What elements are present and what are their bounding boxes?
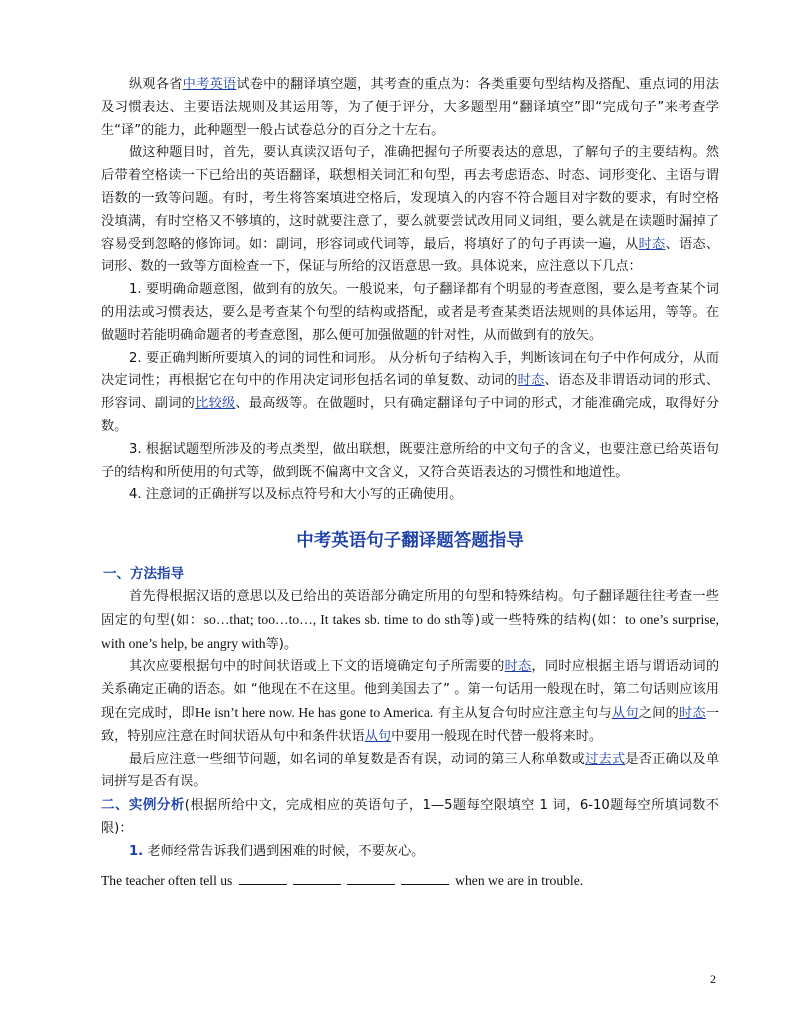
link-past-tense[interactable]: 过去式	[585, 751, 626, 767]
section-title: 中考英语句子翻译题答题指导	[296, 531, 524, 552]
example-heading: 二、实例分析	[101, 797, 185, 814]
text: 、语态及非谓语动词的形式、形容词、副词的	[101, 373, 720, 412]
text: 做这种题目时，首先，要认真读汉语句子，准确把握句子所要表达的意思，了解句子的主要结构。然后带着空格读一下已给出的英语翻译，联想相关词汇和句型，再去考虑语态、时态、词形变化、主语与谓语数的一致等问题。有时，考生将答案填进空格后，发现填入的内容不符合题目对字数的要求，有时空格没填满，有时空格又不够填的，这时就要注意了，要么就要尝试改用同义词组，要么就是在读题时漏掉了容易受到忽略的修饰词。如：副词，形容词或代词等，最后，将填好了的句子再读一遍，从	[101, 145, 719, 252]
text: 等)或一些特殊的结构(如：	[460, 612, 626, 628]
intro-paragraph-1	[101, 74, 719, 142]
text: 2. 要正确判断所要填入的词的词性和词形。 从分析句子结构入手，判断该词在句子中作何成分，从而决定词性；再根据它在句中的作用决定词形包括名词的单复数、动词的	[101, 350, 719, 389]
intro-paragraph-2	[101, 142, 719, 279]
text: 中要用一般现在时代替一般将来时。	[391, 728, 603, 744]
text: 试卷中的翻译填空题，其考查的重点为：各类重要句型结构及搭配、重点词的用法及习惯表达、主要语法规则及其运用等，为了便于评分，大多题型用“翻译填空”即“完成句子”来考查学生“译”的能力，此种题型一般占试卷总分的百分之十左右。	[101, 77, 720, 138]
answer-blank[interactable]	[401, 872, 449, 885]
link-clause[interactable]: 从句	[364, 728, 392, 744]
point-2	[101, 348, 719, 439]
link-tense[interactable]: 时态	[517, 373, 545, 389]
text: 有主从复合句时应注意主句与	[433, 705, 612, 721]
question-number: 1.	[129, 843, 144, 859]
method-paragraph-3	[101, 749, 719, 795]
question-en-prefix: The teacher often tell us	[101, 872, 233, 888]
answer-blank[interactable]	[239, 872, 287, 885]
text: 首先得根据汉语的意思以及已给出的英语部分确定所用的句型和特殊结构。句子翻译题往往考查一些固定的句型(如：	[101, 588, 719, 628]
text: 纵观各省	[129, 77, 183, 92]
example-heading-line	[101, 794, 719, 841]
example-note: (根据所给中文，完成相应的英语句子，1—5题每空限填空 1 词，6-10题每空所填词数不限)：	[101, 798, 719, 836]
link-comparative[interactable]: 比较级	[195, 396, 236, 412]
document-page	[101, 74, 719, 892]
method-heading: 一、方法指导	[103, 566, 184, 583]
text: 、语态、词形、数的一致等方面检查一下，保证与所给的汉语意思一致。具体说来，应注意以下几点：	[101, 236, 720, 275]
question-1-cn	[101, 841, 719, 864]
method-paragraph-2	[101, 656, 719, 748]
text-en: so…that; too…to…, It takes sb. time to do sth	[203, 611, 461, 627]
text-en: to one’s surprise, with one’s help, be angry with	[101, 611, 719, 651]
link-tense[interactable]: 时态	[679, 705, 706, 721]
answer-blank[interactable]	[293, 872, 341, 885]
question-en-suffix: when we are in trouble.	[455, 872, 584, 888]
text: 等)。	[265, 636, 298, 652]
text: ，同时应根据主语与谓语动词的关系确定正确的语态。如 “他现在不在这里。他到美国去了” 。第一句话用一般现在时，第二句话则应该用现在完成时，即	[101, 659, 720, 721]
point-3: 3. 根据试题型所涉及的考点类型，做出联想，既要注意所给的中文句子的含义，也要注意已给英语句子的结构和所使用的句式等，做到既不偏离中文含义，又符合英语表达的习惯性和地道性。	[101, 441, 719, 480]
link-zhongkao-english[interactable]: 中考英语	[182, 77, 237, 92]
link-tense[interactable]: 时态	[504, 659, 532, 675]
point-4: 4. 注意词的正确拼写以及标点符号和大小写的正确使用。	[129, 487, 463, 503]
answer-blank[interactable]	[347, 872, 395, 885]
text: 、最高级等。在做题时，只有确定翻译句子中词的形式，才能准确完成，取得好分数。	[101, 396, 720, 434]
link-tense[interactable]: 时态	[638, 236, 666, 252]
link-clause[interactable]: 从句	[611, 705, 639, 721]
text-en: He isn’t here now. He has gone to America.	[194, 704, 434, 720]
text: 其次应要根据句中的时间状语或上下文的语境确定句子所需要的	[129, 659, 505, 675]
text: 之间的	[638, 705, 679, 721]
point-1: 1. 要明确命题意图，做到有的放矢。一般说来，句子翻译都有个明显的考查意图，要么是考查某个词的用法或习惯表达，要么是考查某个句型的结构或搭配，或者是考查某类语法规则的具体运用，等等。在做题时若能明确命题者的考查意图，那么便可加强做题的针对性，从而做到有的放矢。	[101, 282, 719, 343]
page-number: 2	[710, 972, 716, 986]
question-1-en	[101, 870, 719, 892]
text: 一致，特别应注意在时间状语从句中和条件状语	[101, 705, 719, 744]
text: 最后应注意一些细节问题，如名词的单复数是否有误，动词的第三人称单数或	[129, 751, 586, 767]
method-paragraph-1	[101, 586, 719, 656]
question-text: 老师经常告诉我们遇到困难的时候，不要灰心。	[143, 843, 425, 859]
text: 是否正确以及单词拼写是否有误。	[101, 751, 720, 790]
